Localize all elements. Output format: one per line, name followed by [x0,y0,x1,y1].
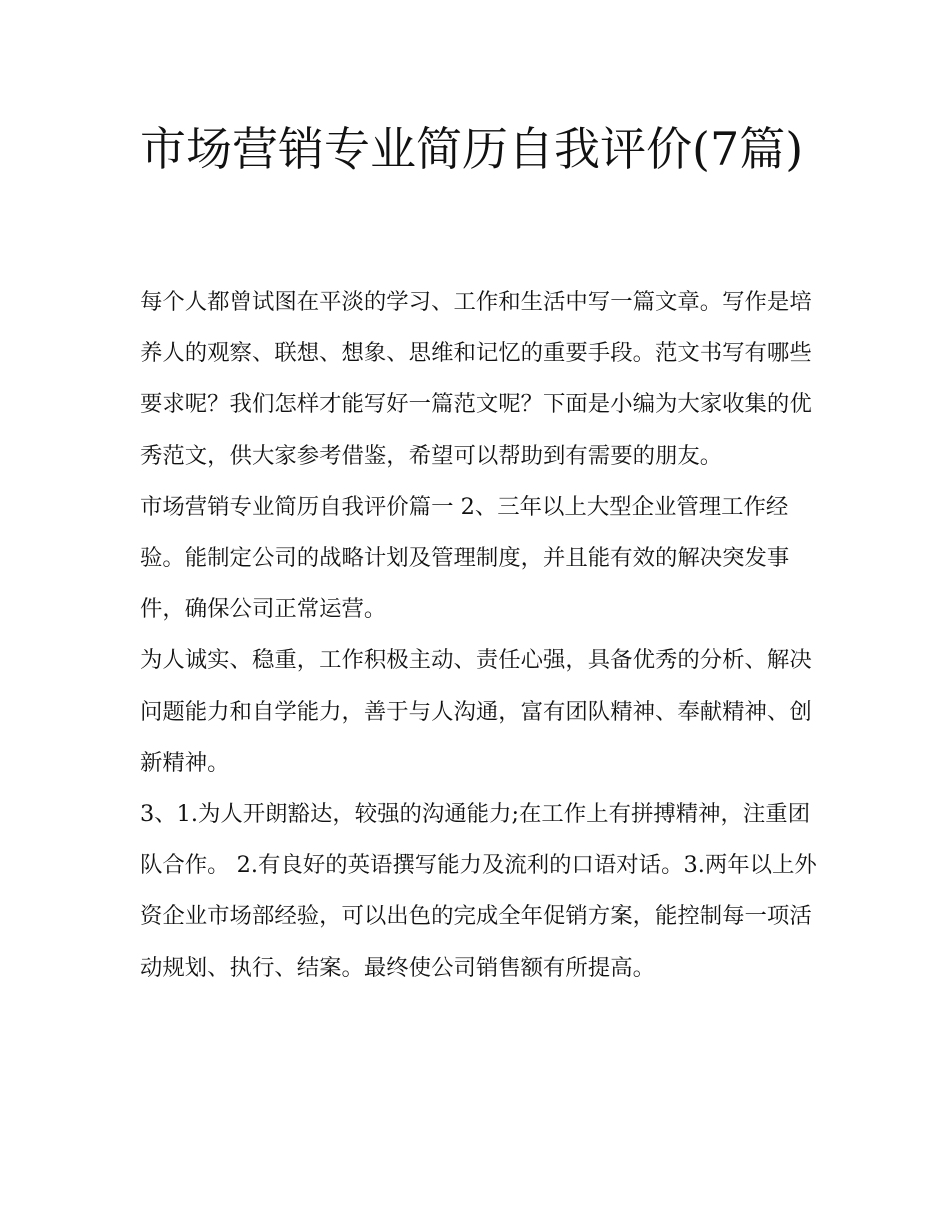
paragraph-intro: 每个人都曾试图在平淡的学习、工作和生活中写一篇文章。写作是培养人的观察、联想、想象、思维和记忆的重要手段。范文书写有哪些要求呢？我们怎样才能写好一篇范文呢？下面是小编为大家收集的优秀范文，供大家参考借鉴，希望可以帮助到有需要的朋友。 [140,289,812,469]
paragraph-personality: 为人诚实、稳重，工作积极主动、责任心强，具备优秀的分析、解决问题能力和自学能力，善于与人沟通，富有团队精神、奉献精神、创新精神。 [140,647,812,776]
document-body [140,277,820,994]
paragraph-section-one: 市场营销专业简历自我评价篇一 2、三年以上大型企业管理工作经验。能制定公司的战略计划及管理制度，并且能有效的解决突发事件，确保公司正常运营。 [140,493,790,623]
paragraph-numbered-points: 3、1.为人开朗豁达，较强的沟通能力;在工作上有拼搏精神，注重团队合作。 2.有良好的英语撰写能力及流利的口语对话。3.两年以上外资企业市场部经验，可以出色的完成全年促销方案，能控制每一项活动规划、执行、结案。最终使公司销售额有所提高。 [140,801,817,981]
document-title: 市场营销专业简历自我评价(7篇) [140,122,804,176]
